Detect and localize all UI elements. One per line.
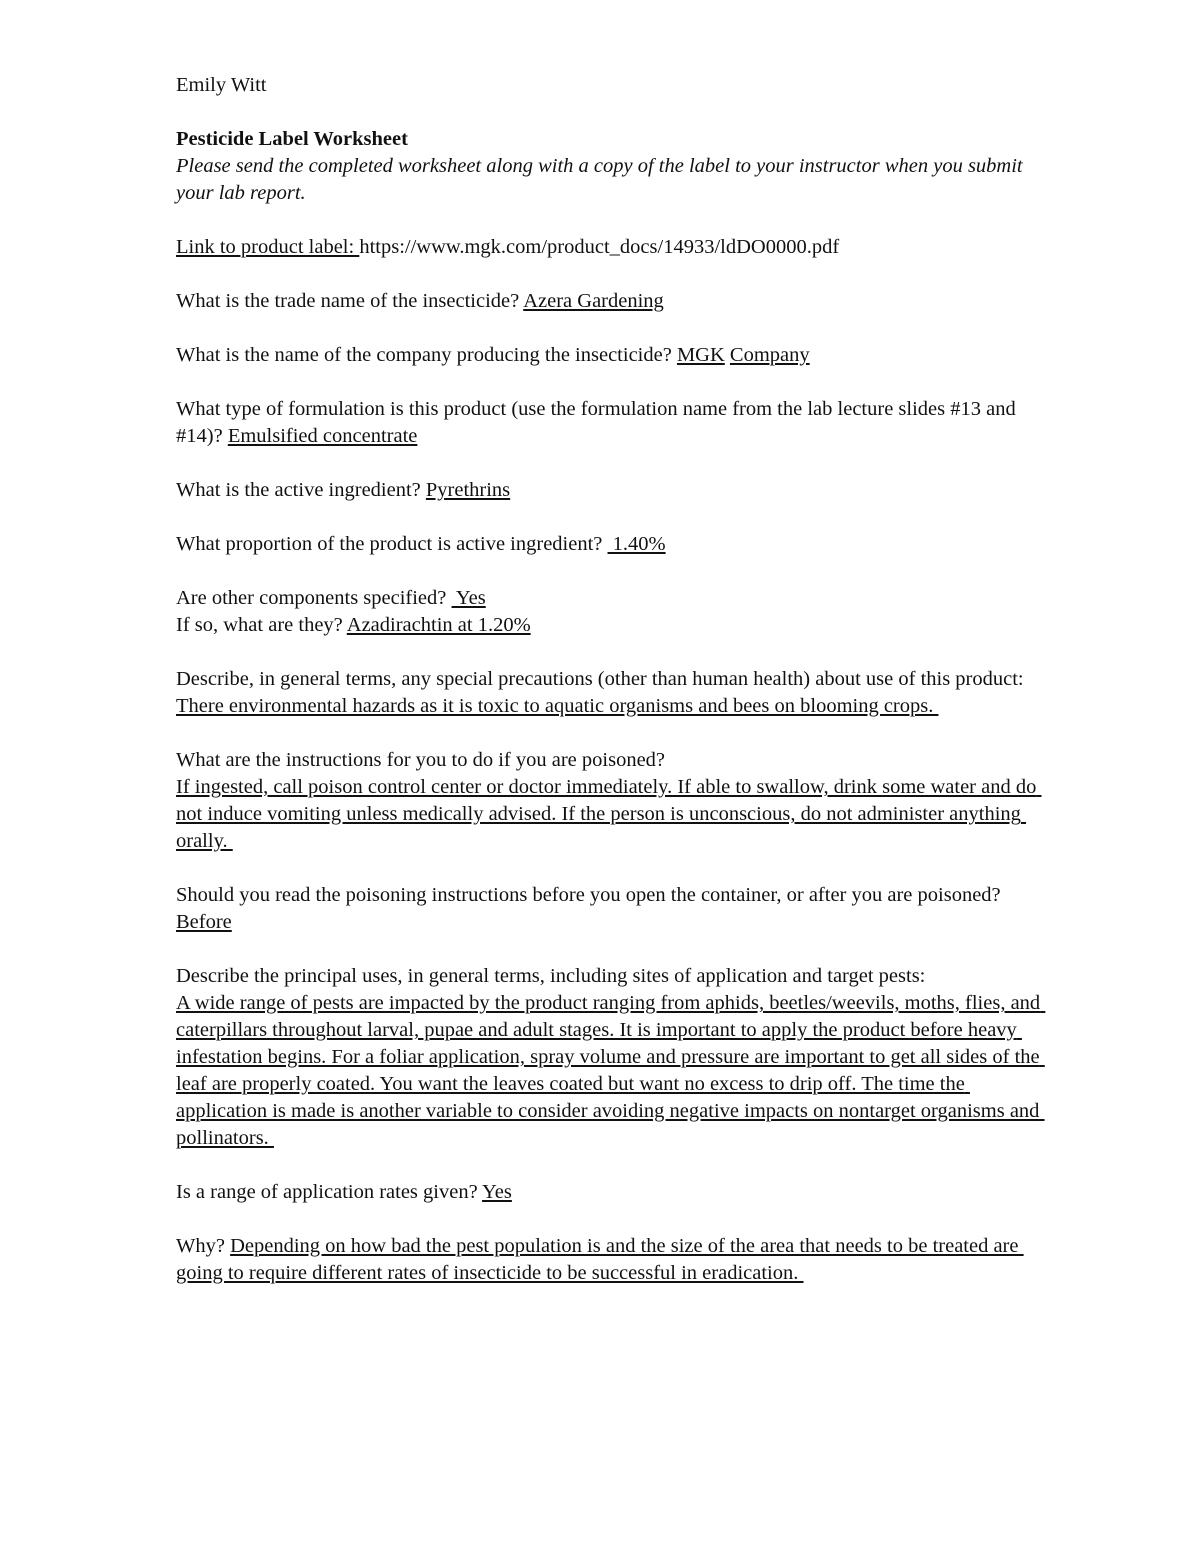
question-other-components-followup	[176, 612, 1046, 639]
worksheet-page	[176, 72, 1046, 1287]
question-text: Is a range of application rates given?	[176, 1181, 483, 1203]
question-proportion	[176, 531, 1046, 558]
question-text: If so, what are they?	[176, 614, 347, 636]
answer-text: Azera Gardening	[523, 290, 664, 312]
question-application-range	[176, 1179, 1046, 1206]
question-company	[176, 342, 1046, 369]
product-label-url[interactable]: https://www.mgk.com/product_docs/14933/ldDO0000.pdf	[359, 236, 840, 258]
answer-uses	[176, 990, 1046, 1152]
question-poisoned: What are the instructions for you to do if you are poisoned?	[176, 749, 666, 771]
answer-text: Before	[176, 911, 232, 933]
worksheet-title: Pesticide Label Worksheet	[176, 128, 408, 150]
question-precautions	[176, 666, 1046, 720]
answer-text: If ingested, call poison control center or doctor immediately. If able to swallow, drink some water and do not induce vomiting unless medically advised. If the person is unconscious, do not administer anything orally.	[176, 776, 1042, 852]
answer-text: Depending on how bad the pest population is and the size of the area that needs to be treated are going to require different rates of insecticide to be successful in eradication.	[176, 1235, 1024, 1284]
question-active-ingredient	[176, 477, 1046, 504]
answer-text: Company	[729, 344, 810, 366]
answer-text: Yes	[482, 1181, 512, 1203]
question-uses: Describe the principal uses, in general terms, including sites of application and target pests:	[176, 965, 926, 987]
answer-text: Pyrethrins	[425, 479, 511, 501]
question-text: Why?	[176, 1235, 231, 1257]
question-read-when	[176, 882, 1046, 936]
question-text: What is the active ingredient?	[176, 479, 426, 501]
author-name: Emily Witt	[176, 74, 267, 96]
question-trade-name	[176, 288, 1046, 315]
question-formulation	[176, 396, 1046, 450]
answer-text: Azadirachtin at 1.20%	[346, 614, 531, 636]
answer-text: There environmental hazards as it is toxic to aquatic organisms and bees on blooming crops.	[176, 695, 939, 717]
question-text: Should you read the poisoning instructions before you open the container, or after you are poisoned?	[176, 884, 1006, 906]
answer-text: Yes	[451, 587, 486, 609]
question-text: Describe, in general terms, any special precautions (other than human health) about use of this product:	[176, 668, 1029, 690]
question-text: What proportion of the product is active ingredient?	[176, 533, 608, 555]
answer-text: A wide range of pests are impacted by the product ranging from aphids, beetles/weevils, moths, flies, and caterpillars throughout larval, pupae and adult stages. It is important to apply the product before heavy infestation begins. For a foliar application, spray volume and pressure are important to get all sides of the leaf are properly coated. You want the leaves coated but want no excess to drip off. The time the application is made is another variable to consider avoiding negative impacts on nontarget organisms and pollinators.	[176, 992, 1046, 1149]
question-text: What is the trade name of the insecticide?	[176, 290, 524, 312]
question-text: Are other components specified?	[176, 587, 452, 609]
product-label-link-label: Link to product label:	[176, 236, 360, 258]
question-why	[176, 1233, 1046, 1287]
question-text: What is the name of the company producing the insecticide?	[176, 344, 677, 366]
question-other-components	[176, 585, 1046, 612]
answer-text: MGK	[676, 344, 725, 366]
answer-poisoned	[176, 774, 1046, 855]
question-text: What type of formulation is this product (use the formulation name from the lab lecture slides #13 and #14)?	[176, 398, 1021, 447]
product-label-link-line	[176, 234, 1046, 261]
answer-text: 1.40%	[607, 533, 666, 555]
worksheet-instructions: Please send the completed worksheet along with a copy of the label to your instructor when you submit your lab report.	[176, 155, 1023, 204]
answer-text: Emulsified concentrate	[227, 425, 418, 447]
